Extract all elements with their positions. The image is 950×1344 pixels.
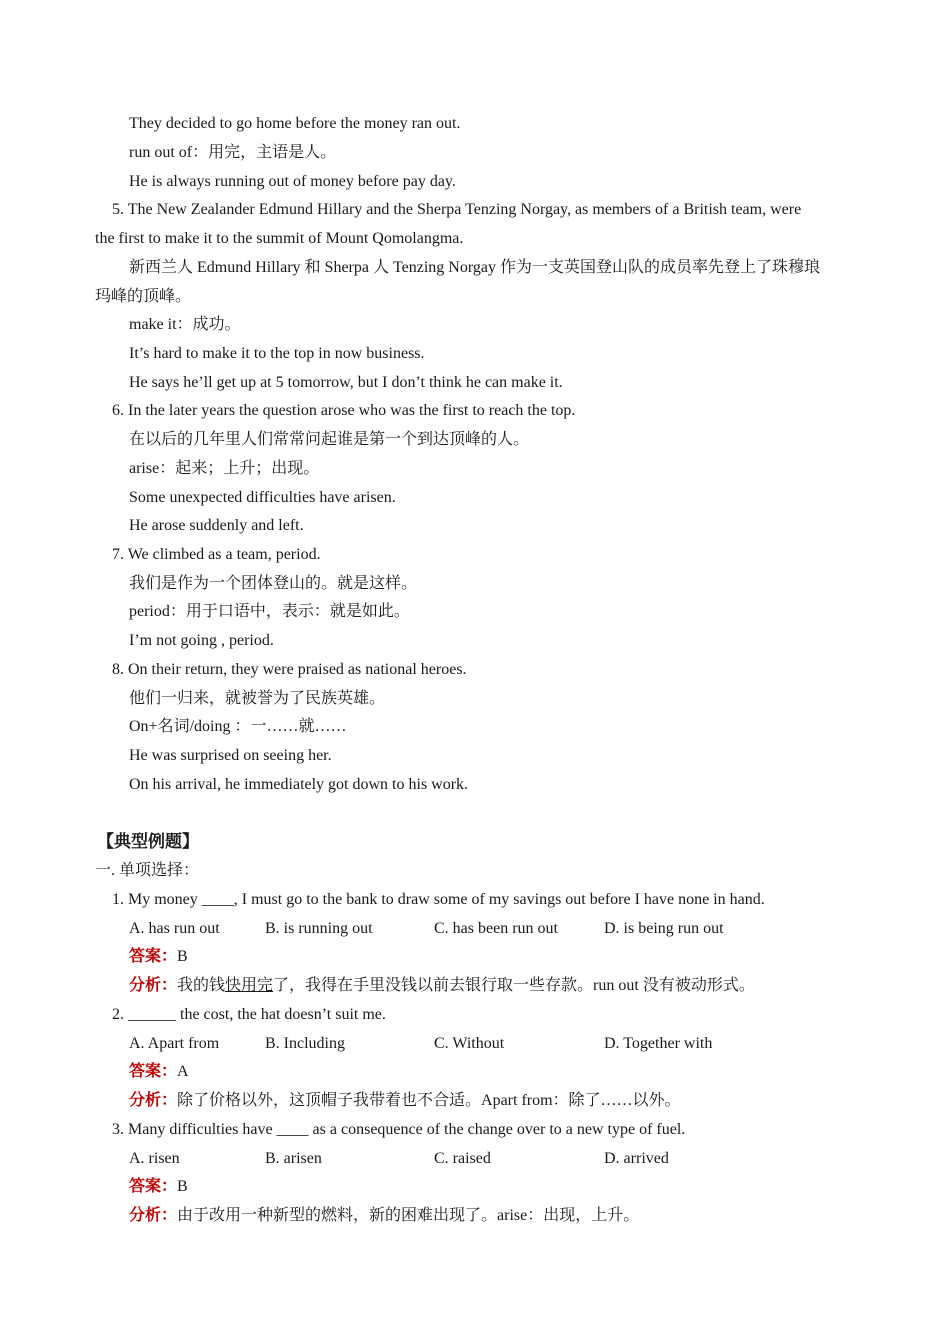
q3-answer bbox=[129, 1177, 188, 1197]
answer-value: B bbox=[177, 948, 188, 965]
analysis-text: 由于改用一种新型的燃料，新的困难出现了。arise：出现，上升。 bbox=[177, 1207, 640, 1224]
q3-option-a: A. risen bbox=[129, 1150, 180, 1167]
analysis-label: 分析： bbox=[129, 1092, 178, 1109]
analysis-text: 除了价格以外，这顶帽子我带着也不合适。Apart from：除了……以外。 bbox=[177, 1092, 681, 1109]
item-5-sentence: 5. The New Zealander Edmund Hillary and the Sherpa Tenzing Norgay, as members of a British team, were bbox=[112, 201, 802, 218]
note-line: run out of：用完，主语是人。 bbox=[129, 144, 337, 161]
analysis-label: 分析： bbox=[129, 977, 178, 994]
item-7-translation: 我们是作为一个团体登山的。就是这样。 bbox=[129, 575, 418, 592]
analysis-text: 我的钱 bbox=[177, 977, 226, 994]
item-6-sentence: 6. In the later years the question arose who was the first to reach the top. bbox=[112, 402, 576, 419]
q2-analysis bbox=[129, 1091, 681, 1111]
analysis-underlined: 快用完 bbox=[225, 977, 274, 994]
q3-option-b: B. arisen bbox=[265, 1150, 322, 1167]
q3-option-c: C. raised bbox=[434, 1150, 491, 1167]
item-8-example: He was surprised on seeing her. bbox=[129, 747, 332, 764]
item-5-translation: 新西兰人 Edmund Hillary 和 Sherpa 人 Tenzing Norgay 作为一支英国登山队的成员率先登上了珠穆琅 bbox=[129, 259, 820, 276]
q2-option-c: C. Without bbox=[434, 1035, 505, 1052]
q3-option-d: D. arrived bbox=[604, 1150, 669, 1167]
answer-value: A bbox=[177, 1063, 189, 1080]
item-5-example: It’s hard to make it to the top in now business. bbox=[129, 345, 425, 362]
item-8-example: On his arrival, he immediately got down to his work. bbox=[129, 776, 469, 793]
note-line: He is always running out of money before pay day. bbox=[129, 173, 456, 190]
q2-option-d: D. Together with bbox=[604, 1035, 713, 1052]
analysis-text: 了，我得在手里没钱以前去银行取一些存款。run out 没有被动形式。 bbox=[273, 977, 755, 994]
note-line: They decided to go home before the money ran out. bbox=[129, 115, 461, 132]
q1-option-c: C. has been run out bbox=[434, 920, 558, 937]
item-6-translation: 在以后的几年里人们常常问起谁是第一个到达顶峰的人。 bbox=[129, 431, 530, 448]
item-7-sentence: 7. We climbed as a team, period. bbox=[112, 546, 321, 563]
q2-answer bbox=[129, 1062, 189, 1082]
q2-option-b: B. Including bbox=[265, 1035, 345, 1052]
item-6-example: Some unexpected difficulties have arisen. bbox=[129, 489, 396, 506]
answer-label: 答案： bbox=[129, 1178, 178, 1195]
question-3-stem: 3. Many difficulties have ____ as a consequence of the change over to a new type of fuel. bbox=[112, 1121, 686, 1138]
q2-option-a: A. Apart from bbox=[129, 1035, 220, 1052]
q1-answer bbox=[129, 947, 188, 967]
item-6-example: He arose suddenly and left. bbox=[129, 517, 304, 534]
item-5-sentence-cont: the first to make it to the summit of Mount Qomolangma. bbox=[95, 230, 464, 247]
q1-option-d: D. is being run out bbox=[604, 920, 724, 937]
item-6-note: arise：起来；上升；出现。 bbox=[129, 460, 320, 477]
answer-label: 答案： bbox=[129, 1063, 178, 1080]
q1-option-a: A. has run out bbox=[129, 920, 220, 937]
question-1-stem: 1. My money ____, I must go to the bank to draw some of my savings out before I have none in hand. bbox=[112, 891, 765, 908]
item-7-example: I’m not going , period. bbox=[129, 632, 274, 649]
answer-label: 答案： bbox=[129, 948, 178, 965]
item-8-note: On+名词/doing ：一……就…… bbox=[129, 718, 347, 735]
analysis-label: 分析： bbox=[129, 1207, 178, 1224]
question-2-stem: 2. ______ the cost, the hat doesn’t suit me. bbox=[112, 1006, 386, 1023]
item-8-sentence: 8. On their return, they were praised as national heroes. bbox=[112, 661, 467, 678]
item-7-note: period：用于口语中，表示：就是如此。 bbox=[129, 603, 410, 620]
item-5-example: He says he’ll get up at 5 tomorrow, but I don’t think he can make it. bbox=[129, 374, 563, 391]
answer-value: B bbox=[177, 1178, 188, 1195]
item-5-note: make it：成功。 bbox=[129, 316, 241, 333]
q1-option-b: B. is running out bbox=[265, 920, 373, 937]
item-8-translation: 他们一归来，就被誉为了民族英雄。 bbox=[129, 690, 386, 707]
q1-analysis bbox=[129, 976, 755, 996]
q3-analysis bbox=[129, 1206, 639, 1226]
item-5-translation-cont: 玛峰的顶峰。 bbox=[95, 288, 192, 305]
section-subheading: 一. 单项选择： bbox=[95, 862, 200, 879]
section-heading: 【典型例题】 bbox=[97, 832, 199, 852]
